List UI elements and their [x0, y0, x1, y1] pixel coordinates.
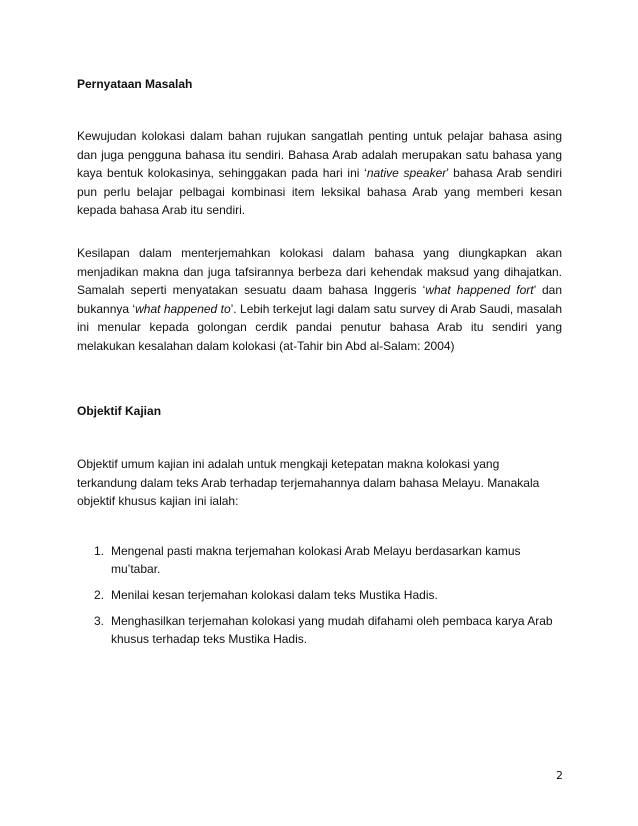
page-number: 2 [556, 769, 563, 782]
heading-problem-statement: Pernyataan Masalah [77, 77, 193, 91]
paragraph-problem-2 [77, 244, 562, 356]
para2-text-b: ’ dan bukannya ‘ [77, 283, 562, 316]
list-number: 3. [94, 614, 105, 628]
list-item [94, 586, 554, 604]
para1-italic: native speaker [366, 166, 447, 181]
list-text: Menghasilkan terjemahan kolokasi yang mudah difahami oleh pembaca karya Arab khusus terhadap teks Mustika Hadis. [111, 614, 553, 646]
list-text: Mengenal pasti makna terjemahan kolokasi Arab Melayu berdasarkan kamus mu’tabar. [111, 544, 521, 576]
list-item [94, 612, 554, 648]
para1-text: Kewujudan kolokasi dalam bahan rujukan sangatlah penting untuk pelajar bahasa asing dan juga pengguna bahasa itu sendiri. Bahasa Arab adalah merupakan satu bahasa yang kaya bentuk kolokasinya, sehinggakan pada hari ini ‘ [77, 129, 562, 181]
para2-text-a: Kesilapan dalam menterjemahkan kolokasi dalam bahasa yang diungkapkan akan menjadikan makna dan juga tafsirannya berbeza dari kehendak maksud yang dihajatkan. Samalah seperti menyatakan sesuatu daam bahasa Inggeris ‘ [77, 246, 562, 298]
heading-objective: Objektif Kajian [77, 404, 162, 418]
list-item [94, 542, 554, 578]
para1-end: ’ bahasa Arab sendiri pun perlu belajar pelbagai kombinasi item leksikal bahasa Arab yang memberi kesan kepada bahasa Arab itu sendiri. [77, 166, 562, 218]
list-number: 2. [94, 588, 105, 602]
objectives-list [94, 542, 554, 656]
para2-italic-2: what happened to [135, 301, 231, 316]
para2-italic-1: what happened fort [425, 283, 534, 298]
list-number: 1. [94, 544, 105, 558]
para2-text-c: ’. Lebih terkejut lagi dalam satu survey di Arab Saudi, masalah ini menular kepada golongan cerdik pandai penutur bahasa Arab itu sendiri yang melakukan kesalahan dalam kolokasi (at-Tahir bin Abd al-Salam: 2004) [77, 301, 563, 353]
paragraph-problem-1 [77, 127, 562, 220]
list-text: Menilai kesan terjemahan kolokasi dalam teks Mustika Hadis. [111, 588, 438, 602]
paragraph-objective: Objektif umum kajian ini adalah untuk mengkaji ketepatan makna kolokasi yang terkandung dalam teks Arab terhadap terjemahannya dalam bahasa Melayu. Manakala objektif khusus kajian ini ialah: [77, 457, 540, 509]
